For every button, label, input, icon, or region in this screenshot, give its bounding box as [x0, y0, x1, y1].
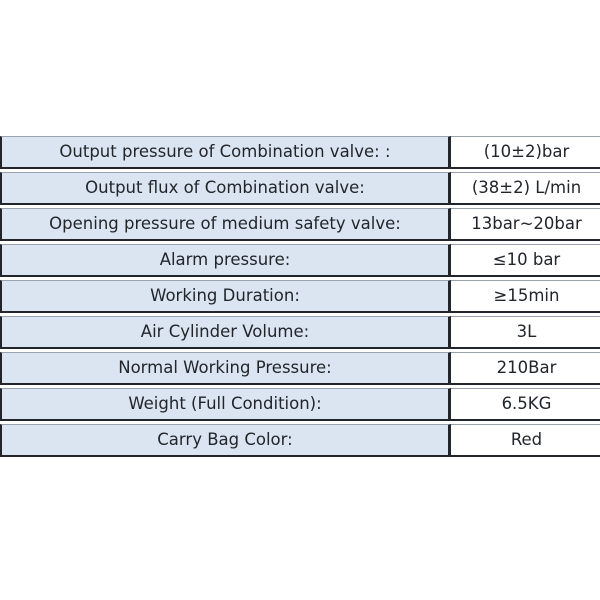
spec-value-cell: ≤10 bar — [451, 244, 600, 277]
table-row — [0, 352, 600, 385]
spec-value-cell: 13bar~20bar — [451, 208, 600, 241]
table-row — [0, 208, 600, 241]
spec-label-cell: Output pressure of Combination valve: : — [0, 136, 451, 169]
spec-label-cell: Normal Working Pressure: — [0, 352, 451, 385]
spec-table-body — [0, 136, 600, 457]
spec-value-cell: Red — [451, 424, 600, 457]
spec-value-cell: (10±2)bar — [451, 136, 600, 169]
spec-label-cell: Weight (Full Condition): — [0, 388, 451, 421]
table-row — [0, 244, 600, 277]
spec-value-cell: (38±2) L/min — [451, 172, 600, 205]
table-row — [0, 424, 600, 457]
spec-label-cell: Air Cylinder Volume: — [0, 316, 451, 349]
spec-value-cell: 210Bar — [451, 352, 600, 385]
spec-value-cell: 3L — [451, 316, 600, 349]
spec-label-cell: Alarm pressure: — [0, 244, 451, 277]
table-row — [0, 280, 600, 313]
spec-label-cell: Working Duration: — [0, 280, 451, 313]
spec-table — [0, 133, 600, 460]
table-row — [0, 388, 600, 421]
spec-value-cell: ≥15min — [451, 280, 600, 313]
table-row — [0, 172, 600, 205]
spec-label-cell: Opening pressure of medium safety valve: — [0, 208, 451, 241]
spec-label-cell: Carry Bag Color: — [0, 424, 451, 457]
table-row — [0, 136, 600, 169]
table-row — [0, 316, 600, 349]
spec-value-cell: 6.5KG — [451, 388, 600, 421]
spec-label-cell: Output flux of Combination valve: — [0, 172, 451, 205]
